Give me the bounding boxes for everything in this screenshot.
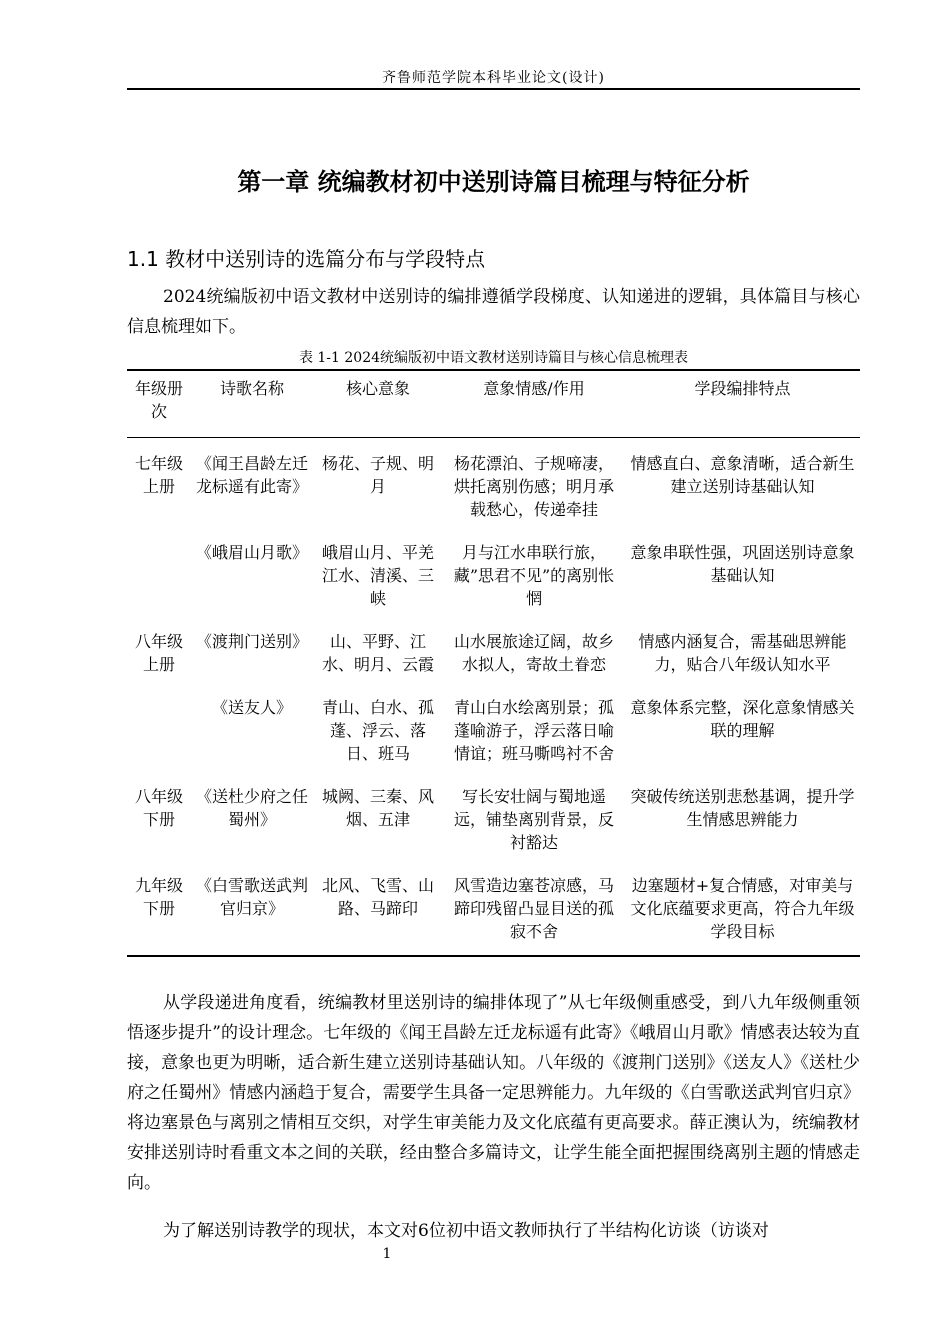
table-cell-poem: 《白雪歌送武判官归京》 — [191, 864, 313, 956]
table-cell-emotion: 风雪造边塞苍凉感，马蹄印残留凸显目送的孤寂不舍 — [443, 864, 625, 956]
table-row — [127, 864, 860, 956]
running-header: 齐鲁师范学院本科毕业论文(设计) — [382, 70, 605, 86]
header-rule — [127, 88, 860, 90]
table-row — [127, 686, 860, 775]
table-cell-grade — [127, 686, 191, 775]
table-cell-grade: 八年级下册 — [134, 787, 183, 829]
table-cell-arrangement: 意象串联性强，巩固送别诗意象基础认知 — [630, 543, 855, 585]
table-cell-grade: 九年级下册 — [127, 864, 191, 956]
table-cell-poem: 《送杜少府之任蜀州》 — [195, 787, 308, 829]
body-paragraph: 从学段递进角度看，统编教材里送别诗的编排体现了”从七年级侧重感受，到八九年级侧重领悟逐步提升”的设计理念。七年级的《闻王昌龄左迁龙标遥有此寄》《峨眉山月歌》情感表达较为直接，意象也更为明晰，适合新生建立送别诗基础认知。八年级的《渡荆门送别》《送友人》《送杜少府之任蜀州》情感内涵趋于复合，需要学生具备一定思辨能力。九年级的《白雪歌送武判官归京》将边塞景色与离别之情相互交织，对学生审美能力及文化底蕴有更高要求。薛正澳认为，统编教材安排送别诗时看重文本之间的关联，经由整合多篇诗文，让学生能全面把握围绕离别主题的情感走向。 — [127, 993, 860, 1193]
chapter-title: 第一章 统编教材初中送别诗篇目梳理与特征分析 — [237, 168, 750, 196]
column-header-imagery: 核心意象 — [313, 370, 443, 438]
table-cell-imagery: 峨眉山月、平羌江水、清溪、三峡 — [321, 543, 434, 608]
table-cell-emotion: 杨花漂泊、子规啼凄，烘托离别伤感；明月承载愁心，传递牵挂 — [453, 454, 614, 519]
body-paragraph: 2024统编版初中语文教材中送别诗的编排遵循学段梯度、认知递进的逻辑，具体篇目与核心信息梳理如下。 — [127, 287, 860, 337]
page-number: 1 — [382, 1246, 392, 1262]
poem-table — [127, 369, 860, 957]
column-header-arrangement: 学段编排特点 — [625, 370, 860, 438]
table-cell-emotion: 山水展旅途辽阔，故乡水拟人，寄故土眷恋 — [453, 632, 614, 674]
table-cell-emotion: 青山白水绘离别景；孤蓬喻游子，浮云落日喻情谊；班马嘶鸣衬不舍 — [453, 698, 614, 763]
table-cell-arrangement: 情感内涵复合，需基础思辨能力，贴合八年级认知水平 — [638, 632, 847, 674]
table-row — [127, 775, 860, 864]
table-cell-grade — [127, 531, 191, 620]
table-cell-poem: 《峨眉山月歌》 — [195, 543, 308, 562]
table-cell-imagery: 杨花、子规、明月 — [321, 454, 434, 496]
table-cell-arrangement: 突破传统送别悲愁基调，提升学生情感思辨能力 — [630, 787, 855, 829]
section-title: 1.1 教材中送别诗的选篇分布与学段特点 — [127, 247, 486, 271]
table-cell-arrangement: 意象体系完整，深化意象情感关联的理解 — [630, 698, 855, 740]
body-paragraph: 为了解送别诗教学的现状，本文对6位初中语文教师执行了半结构化访谈（访谈对 — [163, 1221, 769, 1241]
table-cell-poem: 《送友人》 — [211, 698, 292, 717]
table-cell-imagery: 北风、飞雪、山路、马蹄印 — [313, 864, 443, 956]
table-row — [127, 620, 860, 686]
table-cell-emotion: 写长安壮阔与蜀地遥远，铺垫离别背景，反衬豁达 — [453, 787, 614, 852]
table-caption: 表 1-1 2024统编版初中语文教材送别诗篇目与核心信息梳理表 — [298, 350, 689, 366]
table-header-row — [127, 370, 860, 438]
table-cell-arrangement: 边塞题材+复合情感，对审美与文化底蕴要求更高，符合九年级学段目标 — [625, 864, 860, 956]
table-cell-imagery: 山、平野、江水、明月、云霞 — [321, 632, 434, 674]
table-cell-poem: 《渡荆门送别》 — [195, 632, 308, 651]
table-cell-grade: 八年级上册 — [134, 632, 183, 674]
table-cell-grade: 七年级上册 — [134, 454, 183, 496]
table-row — [127, 531, 860, 620]
table-row — [127, 438, 860, 532]
column-header-emotion: 意象情感/作用 — [443, 370, 625, 438]
table-cell-imagery: 青山、白水、孤蓬、浮云、落日、班马 — [321, 698, 434, 763]
column-header-poem: 诗歌名称 — [191, 370, 313, 438]
table-cell-poem: 《闻王昌龄左迁龙标遥有此寄》 — [195, 454, 308, 496]
table-cell-emotion: 月与江水串联行旅，藏”思君不见”的离别怅惘 — [453, 543, 615, 608]
column-header-grade: 年级册次 — [127, 370, 191, 438]
table-cell-imagery: 城阙、三秦、风烟、五津 — [321, 787, 434, 829]
table-cell-arrangement: 情感直白、意象清晰，适合新生建立送别诗基础认知 — [630, 454, 855, 496]
